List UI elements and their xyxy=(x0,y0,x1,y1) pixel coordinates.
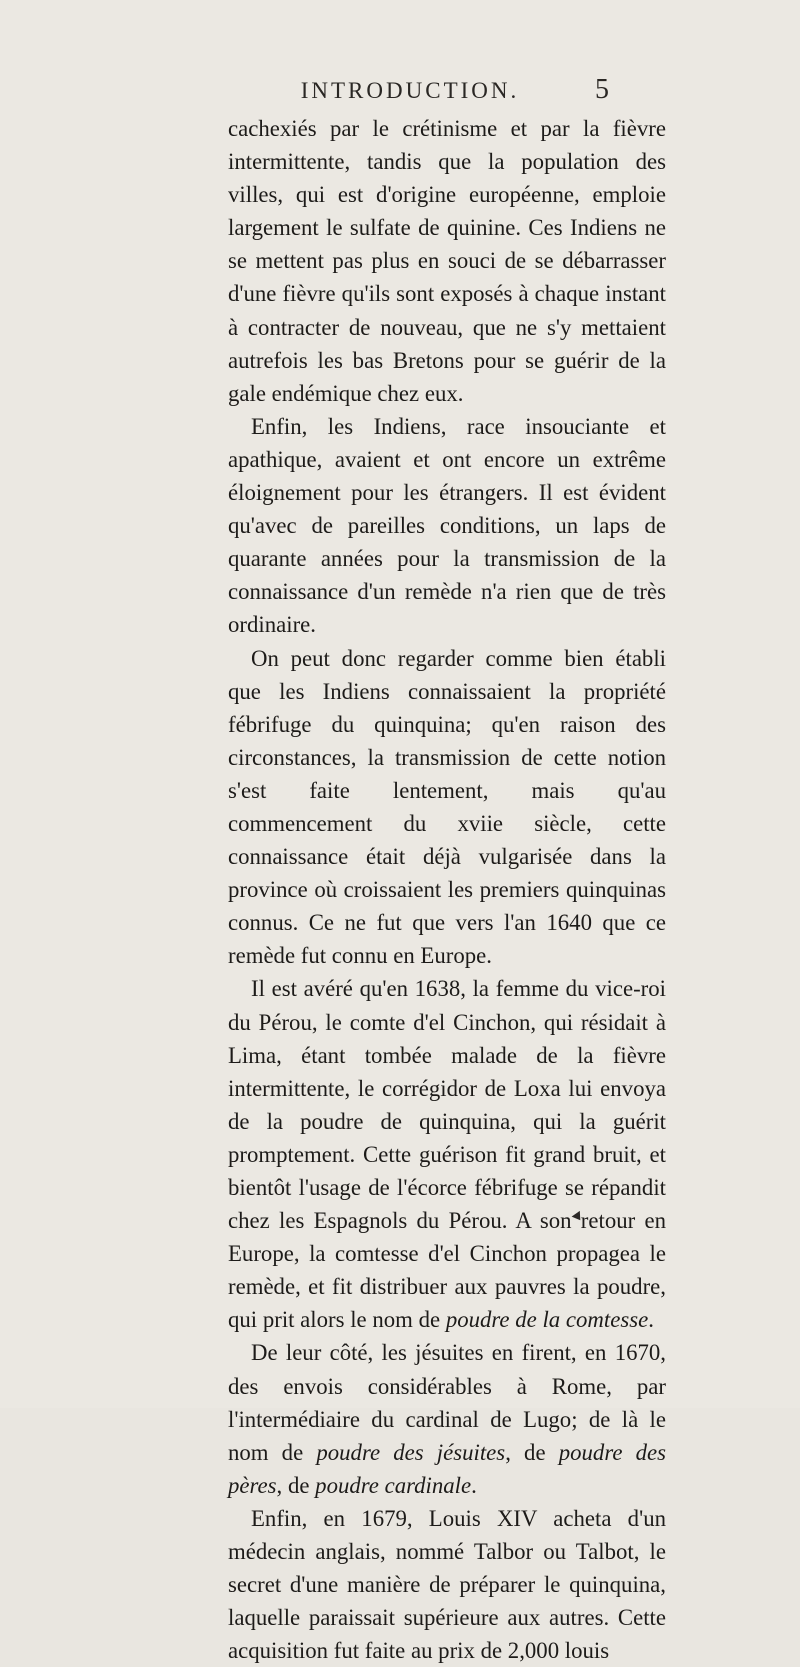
paragraph-5-text: De leur côté, les jésuites en firent, en 1670, des envois considérables à Rome, par l'intermédiaire du cardinal de Lugo; de là le nom de xyxy=(228,1340,666,1465)
paragraph-6: Enfin, en 1679, Louis XIV acheta d'un médecin anglais, nommé Talbor ou Talbot, le secret d'une manière de préparer le quinquina, laquelle paraissait supérieure aux autres. Cette acquisition fut faite au prix de 2,000 louis xyxy=(228,1505,666,1664)
paragraph-4-text: Il est avéré qu'en 1638, la femme du vice-roi du Pérou, le comte d'el Cinchon, qui résidait à Lima, étant tombée malade de la fièvre intermittente, le corrégidor de Loxa lui envoya de la poudre de quinquina, qui la guérit promptement. Cette guérison fit grand bruit, et bientôt l'usage de l'écorce fébrifuge se répandit chez les Espagnols du Pérou. A son retour en Europe, la comtesse d'el Cinchon propagea le remède, et fit distribuer aux pauvres la poudre, qui prit alors le nom de xyxy=(228,976,666,1333)
paragraph-5-period: . xyxy=(471,1472,477,1498)
italic-poudre-des-jesuites: poudre des jésuites xyxy=(316,1439,506,1465)
paragraph-4-period: . xyxy=(648,1307,654,1333)
italic-poudre-des-peres: poudre des pères xyxy=(228,1439,666,1498)
paragraph-2: Enfin, les Indiens, race insouciante et apathique, avaient et ont encore un extrême éloignement pour les étrangers. Il est évident qu'avec de pareilles conditions, un laps de quarante années pour la transmission de la connaissance d'un remède n'a rien que de très ordinaire. xyxy=(228,413,666,638)
paragraph-3: On peut donc regarder comme bien établi que les Indiens connaissaient la propriété fébrifuge du quinquina; qu'en raison des circonstances, la transmission de cette notion s'est faite lentement, mais qu'au commencement du xviie siècle, cette connaissance était déjà vulgarisée dans la province où croissaient les premiers quinquinas connus. Ce ne fut que vers l'an 1640 que ce remède fut connu en Europe. xyxy=(228,645,666,969)
paragraph-5 xyxy=(228,1336,666,1501)
italic-poudre-de-la-comtesse: poudre de la comtesse xyxy=(445,1307,649,1333)
paragraph-4 xyxy=(228,972,666,1336)
page-number: 5 xyxy=(595,74,609,105)
paragraph-5-connector-2: , de xyxy=(276,1472,316,1498)
body-text xyxy=(228,112,666,1667)
running-title: INTRODUCTION. xyxy=(300,78,520,103)
paragraph-1: cachexiés par le crétinisme et par la fièvre intermittente, tandis que la population des villes, qui est d'origine européenne, emploie largement le sulfate de quinine. Ces Indiens ne se mettent pas plus en souci de se débarrasser d'une fièvre qu'ils sont exposés à chaque instant à contracter de nouveau, que ne s'y mettaient autrefois les bas Bretons pour se guérir de la gale endémique chez eux. xyxy=(228,116,666,406)
italic-poudre-cardinale: poudre cardinale xyxy=(315,1472,472,1498)
paragraph-5-connector-1: , de xyxy=(505,1439,559,1465)
